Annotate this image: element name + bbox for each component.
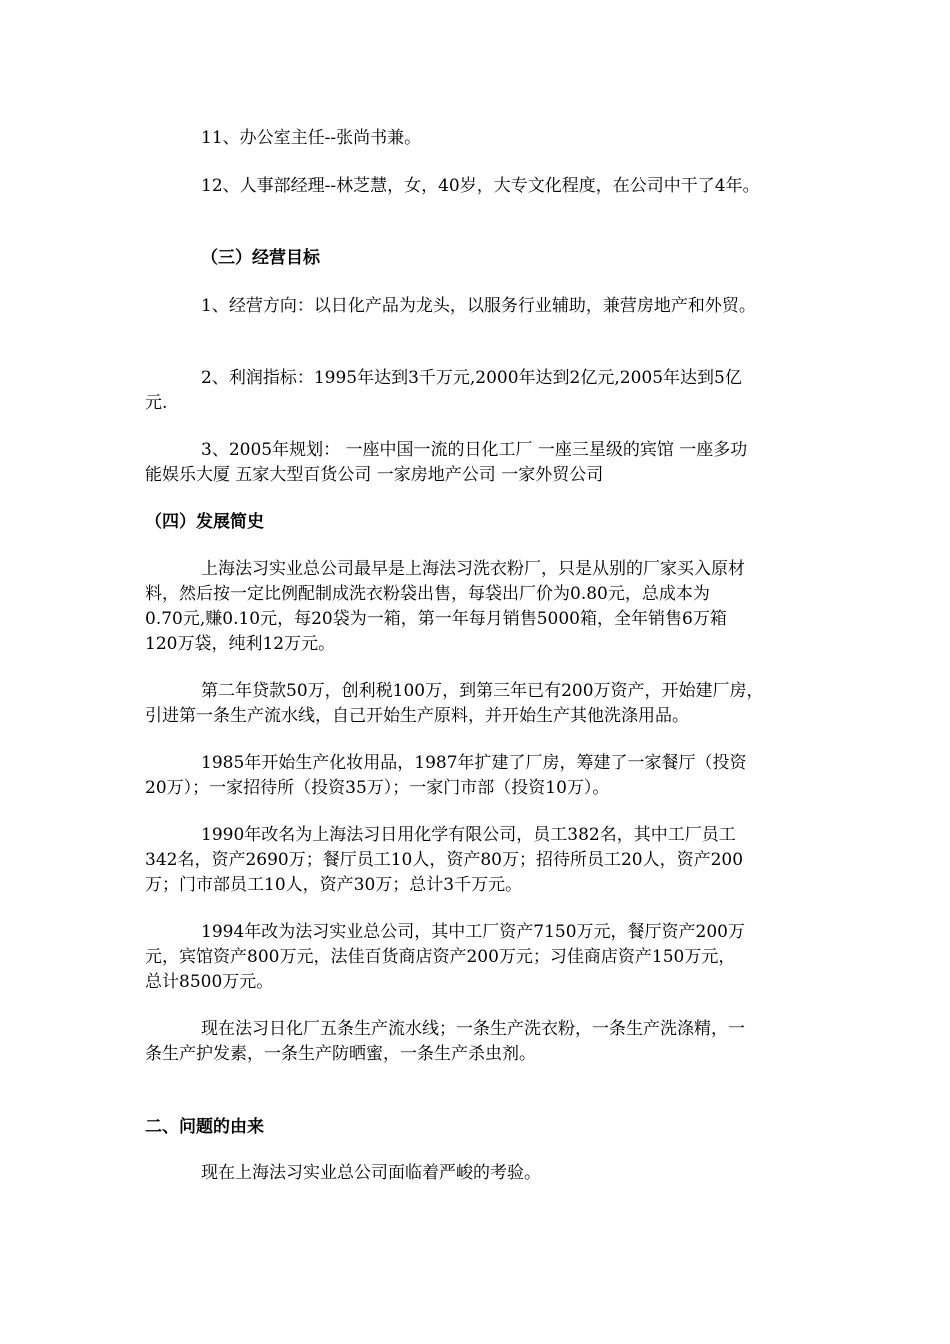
section4-paragraph-1-line-1: 上海法习实业总公司最早是上海法习洗衣粉厂，只是从别的厂家买入原材 — [201, 559, 745, 579]
section3-paragraph-1: 1、经营方向：以日化产品为龙头，以服务行业辅助，兼营房地产和外贸。 — [201, 296, 756, 316]
section3-paragraph-3-line-1: 3、2005年规划： 一座中国一流的日化工厂 一座三星级的宾馆 一座多功 — [201, 440, 748, 460]
section4-paragraph-2-line-2: 引进第一条生产流水线，自己开始生产原料，并开始生产其他洗涤用品。 — [145, 706, 689, 726]
section4-paragraph-2-line-1: 第二年贷款50万，创利税100万，到第三年已有200万资产，开始建厂房， — [201, 681, 764, 701]
item-11: 11、办公室主任--张尚书兼。 — [201, 128, 422, 148]
section4-paragraph-1-line-4: 120万袋，纯利12万元。 — [145, 634, 336, 654]
section4-paragraph-1-line-2: 料，然后按一定比例配制成洗衣粉袋出售，每袋出厂价为0.80元，总成本为 — [145, 584, 710, 604]
section4-paragraph-3-line-2: 20万）；一家招待所（投资35万）；一家门市部（投资10万）。 — [145, 778, 610, 798]
section4-paragraph-3-line-1: 1985年开始生产化妆用品，1987年扩建了厂房，筹建了一家餐厅（投资 — [201, 753, 747, 773]
section3-paragraph-2-line-2: 元. — [145, 393, 168, 413]
section4-paragraph-5-line-1: 1994年改为法习实业总公司，其中工厂资产7150万元，餐厅资产200万 — [201, 922, 745, 942]
section4-paragraph-4-line-1: 1990年改名为上海法习日用化学有限公司，员工382名，其中工厂员工 — [201, 825, 736, 845]
item-12: 12、人事部经理--林芝慧，女，40岁，大专文化程度，在公司中干了4年。 — [201, 176, 760, 196]
section4-paragraph-6-line-1: 现在法习日化厂五条生产流水线；一条生产洗衣粉，一条生产洗涤精，一 — [201, 1019, 745, 1039]
part2-heading: 二、问题的由来 — [145, 1117, 264, 1137]
section3-heading: （三）经营目标 — [201, 248, 320, 268]
section4-paragraph-6-line-2: 条生产护发素，一条生产防晒蜜，一条生产杀虫剂。 — [145, 1044, 536, 1064]
section4-paragraph-5-line-3: 总计8500万元。 — [145, 972, 274, 992]
section3-paragraph-2-line-1: 2、利润指标：1995年达到3千万元,2000年达到2亿元,2005年达到5亿 — [201, 368, 742, 388]
section4-paragraph-4-line-2: 342名，资产2690万；餐厅员工10人，资产80万；招待所员工20人，资产200 — [145, 850, 744, 870]
section3-paragraph-3-line-2: 能娱乐大厦 五家大型百货公司 一家房地产公司 一家外贸公司 — [145, 465, 604, 485]
section4-paragraph-1-line-3: 0.70元,赚0.10元，每20袋为一箱，第一年每月销售5000箱，全年销售6万箱 — [145, 609, 727, 629]
section4-paragraph-4-line-3: 万；门市部员工10人，资产30万；总计3千万元。 — [145, 875, 523, 895]
section4-heading: （四）发展简史 — [145, 512, 264, 532]
section4-paragraph-5-line-2: 元，宾馆资产800万元，法佳百货商店资产200万元；习佳商店资产150万元， — [145, 947, 736, 967]
part2-paragraph-1: 现在上海法习实业总公司面临着严峻的考验。 — [201, 1163, 541, 1183]
